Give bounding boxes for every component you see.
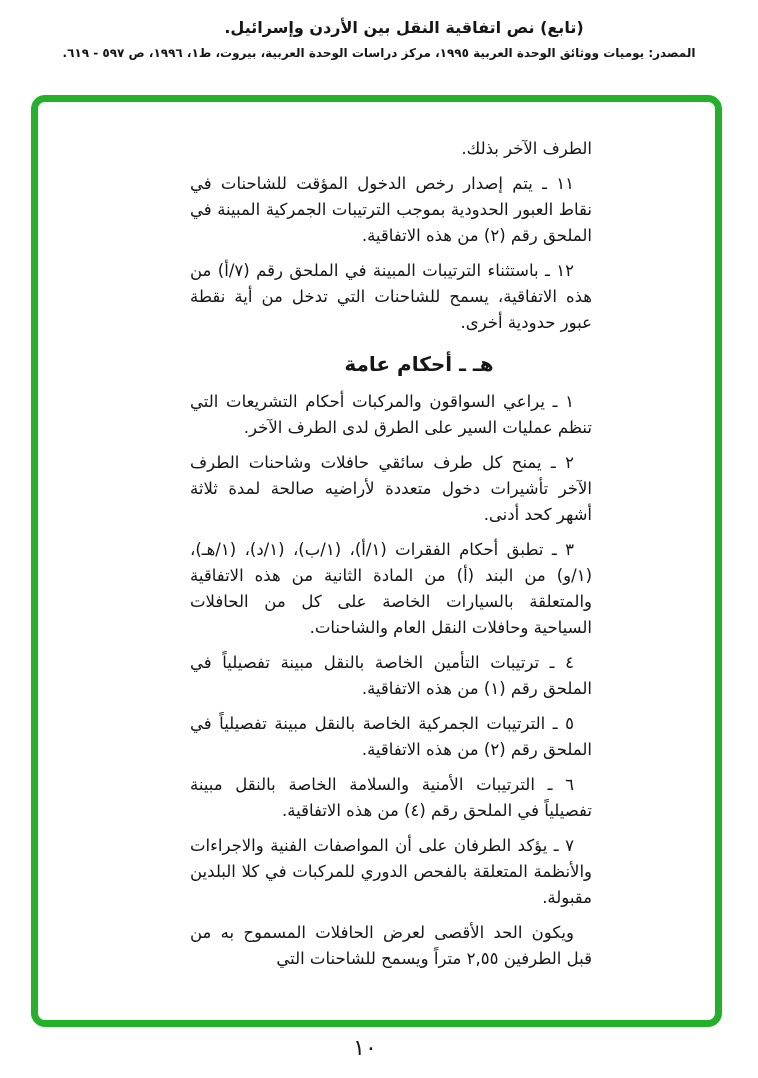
paragraph-item-3: ٣ ـ تطبق أحكام الفقرات (١/أ)، (١/ب)، (١/د)، (١/هـ)، (١/و) من البند (أ) من المادة الثانية من هذه الاتفاقية والمتعلقة بالسيارات الخاصة على كل من الحافلات السياحية وحافلات النقل العام والشاحنات. <box>190 540 592 637</box>
paragraph-item-4: ٤ ـ ترتيبات التأمين الخاصة بالنقل مبينة تفصيلياً في الملحق رقم (١) من هذه الاتفاقية. <box>190 653 592 698</box>
paragraph-item-7: ٧ ـ يؤكد الطرفان على أن المواصفات الفنية والاجراءات والأنظمة المتعلقة بالفحص الدوري للمركبات في كلا البلدين مقبولة. <box>190 836 592 907</box>
document-title: (تابع) نص اتفاقية النقل بين الأردن وإسرائيل. <box>224 18 584 37</box>
page-number: ١٠ <box>353 1036 377 1061</box>
document-body <box>190 136 592 981</box>
paragraph-item-12: ١٢ ـ باستثناء الترتيبات المبينة في الملحق رقم (٧/أ) من هذه الاتفاقية، يسمح للشاحنات التي تدخل من أية نقطة عبور حدودية أخرى. <box>190 261 592 332</box>
page-header <box>0 18 758 60</box>
paragraph-item-1: ١ ـ يراعي السواقون والمركبات أحكام التشريعات التي تنظم عمليات السير على الطرق لدى الطرف الآخر. <box>190 392 592 437</box>
paragraph-item-2: ٢ ـ يمنح كل طرف سائقي حافلات وشاحنات الطرف الآخر تأشيرات دخول متعددة لأراضيه صالحة لمدة ثلاثة أشهر كحد أدنى. <box>190 453 592 524</box>
paragraph-item-5: ٥ ـ الترتيبات الجمركية الخاصة بالنقل مبينة تفصيلياً في الملحق رقم (٢) من هذه الاتفاقية. <box>190 714 592 759</box>
paragraph-closing: ويكون الحد الأقصى لعرض الحافلات المسموح به من قبل الطرفين ٢,٥٥ متراً ويسمح للشاحنات التي <box>190 923 592 968</box>
paragraph-item-6: ٦ ـ الترتيبات الأمنية والسلامة الخاصة بالنقل مبينة تفصيلياً في الملحق رقم (٤) من هذه الاتفاقية. <box>190 775 592 820</box>
section-heading: هـ ـ أحكام عامة <box>344 352 494 376</box>
document-source: المصدر: يوميات ووثائق الوحدة العربية ١٩٩٥، مركز دراسات الوحدة العربية، بيروت، ط١، ١٩٩٦، ص ٥٩٧ - ٦١٩. <box>62 46 696 60</box>
paragraph-continuation: الطرف الآخر بذلك. <box>461 139 592 158</box>
paragraph-item-11: ١١ ـ يتم إصدار رخص الدخول المؤقت للشاحنات في نقاط العبور الحدودية بموجب الترتيبات الجمركية المبينة في الملحق رقم (٢) من هذه الاتفاقية. <box>190 174 592 245</box>
